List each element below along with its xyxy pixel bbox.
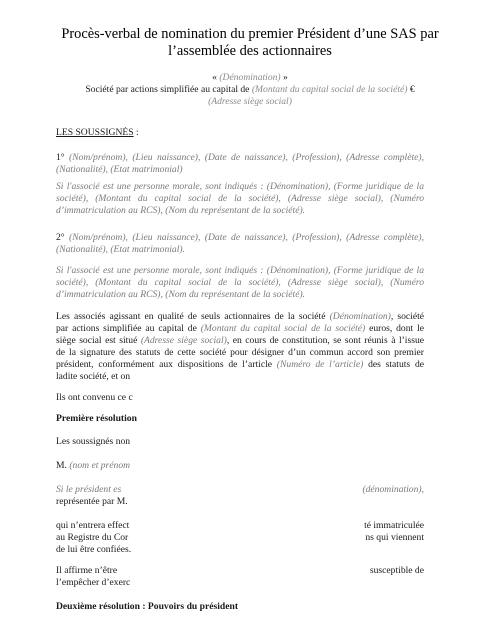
agreed-line <box>56 392 424 404</box>
resolution-1-mr: M. <box>56 460 70 471</box>
intro-line-3b: (Adresse siège social) <box>140 335 227 347</box>
signatory-1-line-2: (Nationalité), (Etat matrimonial) <box>56 164 183 176</box>
quote-close: » <box>280 72 288 83</box>
signatory-2-line-1: (Nom/prénom), (Lieu naissance), (Date de naissance), (Profession), (Adresse complète), <box>69 232 424 243</box>
resolution-1-p1 <box>56 436 424 448</box>
signatory-1 <box>56 152 424 176</box>
intro-line-3c: , en cours de constitution, se sont réunis à l’issue <box>226 335 424 347</box>
signatories-heading-text: LES SOUSSIGNÉS <box>56 127 134 138</box>
intro-line-5a: président, conformément aux dispositions de l’article <box>56 359 277 371</box>
company-name-line <box>30 72 470 84</box>
resolution-1-p4-line-1b: susceptible de <box>369 565 424 576</box>
company-capital-line <box>30 84 470 96</box>
resolution-1-p4 <box>56 565 424 589</box>
resolution-2-heading-text: Deuxième résolution : Pouvoirs du président <box>56 601 239 612</box>
signatory-2-legal-line-2: société), (Montant du capital social de la société), (Adresse siège social), (Numéro <box>56 277 424 289</box>
signatory-2 <box>56 232 424 256</box>
signatory-2-legal-line-1: Si l'associé est une personne morale, sont indiqués : (Dénomination), (Forme juridique de la <box>56 265 424 276</box>
agreed-text: Ils ont convenu ce c <box>56 392 133 403</box>
resolution-1-p4-line-2: l’empêcher d’exerc <box>56 577 131 589</box>
resolution-1-p4-line-1: Il affirme n’être <box>56 565 118 576</box>
resolution-1-legal-b: (dénomination), <box>362 484 424 495</box>
resolution-1-p3-line-2: au Registre du Cor <box>56 532 129 544</box>
resolution-1-p1-text: Les soussignés non <box>56 436 131 447</box>
intro-line-2b: (Montant du capital social de la société) <box>200 323 366 335</box>
intro-paragraph <box>56 311 424 383</box>
signatory-1-legal-line-3: d’immatriculation au RCS), (Nom du représentant de la société). <box>56 205 306 217</box>
resolution-1-p2 <box>56 460 424 472</box>
resolution-1-p3-line-2b: ns qui viennent <box>365 532 424 544</box>
resolution-1-p3-line-1: qui n’entrera effect <box>56 520 130 531</box>
resolution-1-p3 <box>56 520 424 556</box>
signatory-2-line-2: (Nationalité), (Etat matrimonial). <box>56 244 185 256</box>
intro-line-1b: (Dénomination) <box>329 311 391 322</box>
resolution-1-heading-text: Première résolution <box>56 413 137 424</box>
resolution-1-p3-line-1b: té immatriculée <box>364 520 424 531</box>
signatory-2-legal-line-3: d’immatriculation au RCS), (Nom du représentant de la société). <box>56 289 306 301</box>
signatory-1-line-1: (Nom/prénom), (Lieu naissance), (Date de naissance), (Profession), (Adresse complète), <box>69 152 424 163</box>
signatories-heading <box>56 127 424 139</box>
company-address: (Adresse siège social) <box>208 96 292 107</box>
capital-prefix: Société par actions simplifiée au capital de <box>85 84 252 95</box>
resolution-1-legal <box>56 484 424 508</box>
intro-line-3a: siège social est situé <box>56 335 141 347</box>
document-title: Procès-verbal de nomination du premier Président d’une SAS par l’assemblée des actionnaires <box>61 26 439 59</box>
signatory-2-number: 2° <box>56 232 70 243</box>
quote-open: « <box>212 72 220 83</box>
signatory-1-legal-line-2: société), (Montant du capital social de la société), (Adresse siège social), (Numéro <box>56 193 424 205</box>
intro-line-1a: Les associés agissant en qualité de seuls actionnaires de la société <box>56 311 330 322</box>
signatories-heading-colon: : <box>133 127 139 138</box>
resolution-1-name: (nom et prénom <box>69 460 131 471</box>
intro-line-5b: (Numéro de l’article) <box>276 359 364 371</box>
company-capital: (Montant du capital social de la société) <box>251 84 408 95</box>
intro-line-4: de la signature des statuts de cette société pour désigner d’un commun accord son premier <box>56 347 424 359</box>
signatory-1-number: 1° <box>56 152 70 163</box>
currency: € <box>407 84 415 95</box>
resolution-1-heading <box>56 413 424 425</box>
company-address-line <box>30 96 470 108</box>
intro-line-5c: des statuts de <box>363 359 424 371</box>
resolution-1-p3-line-3: de lui être confiées. <box>56 544 132 556</box>
signatory-2-legal-entity <box>56 265 424 301</box>
intro-line-2c: euros, dont le <box>365 323 424 335</box>
intro-line-1c: , société <box>390 311 424 322</box>
company-denomination: (Dénomination) <box>219 72 281 83</box>
resolution-2-heading <box>56 601 424 613</box>
intro-line-6: ladite société, et on <box>56 371 131 383</box>
intro-line-2a: par actions simplifiée au capital de <box>56 323 201 335</box>
signatory-1-legal-line-1: Si l'associé est une personne morale, sont indiqués : (Dénomination), (Forme juridique de la <box>56 181 424 192</box>
signatory-1-legal-entity <box>56 181 424 217</box>
resolution-1-legal-a: Si le président es <box>56 484 122 495</box>
resolution-1-legal-c: représentée par M. <box>56 496 128 508</box>
